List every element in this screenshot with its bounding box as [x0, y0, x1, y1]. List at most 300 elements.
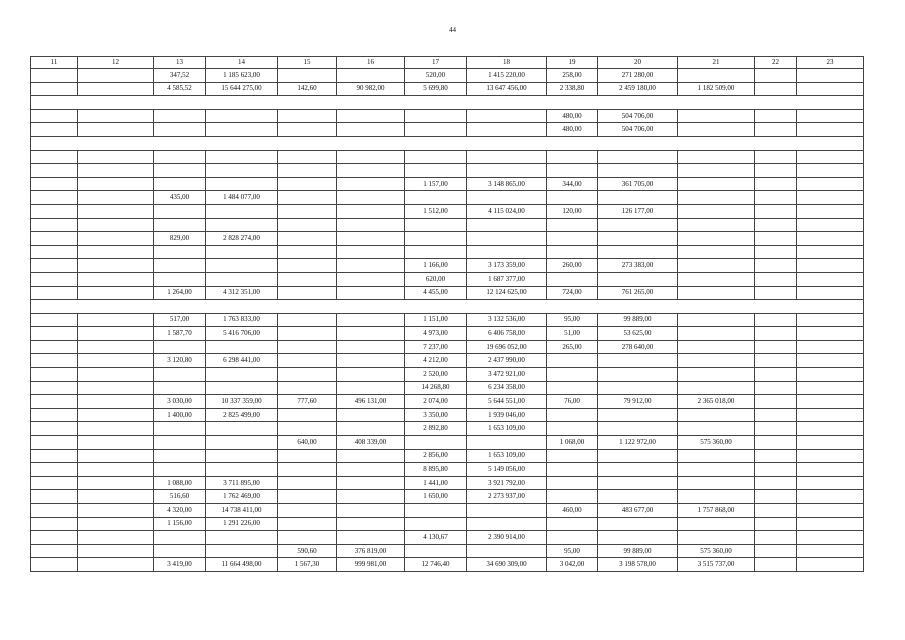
table-cell	[31, 381, 78, 395]
table-cell	[678, 354, 755, 368]
table-cell	[678, 381, 755, 395]
table-cell	[278, 164, 337, 178]
table-cell	[797, 490, 864, 504]
table-cell: 724,00	[547, 286, 598, 300]
table-cell	[78, 354, 154, 368]
table-cell	[206, 422, 278, 436]
table-cell	[755, 327, 797, 341]
table-cell: 2 828 274,00	[206, 232, 278, 246]
table-cell: 3 148 865,00	[467, 177, 547, 191]
table-cell	[678, 476, 755, 490]
table-cell	[797, 286, 864, 300]
table-cell: 142,60	[278, 82, 337, 96]
table-cell: 1 512,00	[405, 204, 467, 218]
table-cell	[678, 422, 755, 436]
table-cell	[337, 191, 405, 205]
table-cell	[467, 245, 547, 259]
table-cell: 95,00	[547, 313, 598, 327]
table-cell: 3 120,80	[154, 354, 206, 368]
table-cell	[755, 123, 797, 137]
table-cell	[755, 517, 797, 531]
table-cell	[678, 368, 755, 382]
table-cell	[31, 150, 78, 164]
table-cell	[337, 517, 405, 531]
column-header: 23	[797, 57, 864, 69]
table-row	[31, 109, 864, 123]
table-row	[31, 544, 864, 558]
table-cell	[405, 109, 467, 123]
table-cell	[547, 191, 598, 205]
table-cell	[467, 123, 547, 137]
table-cell: 11 664 498,00	[206, 558, 278, 572]
table-cell	[78, 109, 154, 123]
table-cell: 520,00	[405, 69, 467, 83]
table-cell: 4 115 024,00	[467, 204, 547, 218]
table-cell: 3 419,00	[154, 558, 206, 572]
table-cell	[755, 259, 797, 273]
table-cell	[78, 476, 154, 490]
table-cell	[405, 218, 467, 232]
table-cell: 1 653 109,00	[467, 449, 547, 463]
table-cell	[154, 340, 206, 354]
column-header: 21	[678, 57, 755, 69]
table-cell	[78, 191, 154, 205]
table-cell	[337, 245, 405, 259]
header-row	[31, 57, 864, 69]
table-cell	[797, 463, 864, 477]
table-cell	[337, 286, 405, 300]
table-cell: 4 973,00	[405, 327, 467, 341]
table-row	[31, 286, 864, 300]
table-cell	[797, 449, 864, 463]
table-cell: 6 406 758,00	[467, 327, 547, 341]
table-cell	[278, 327, 337, 341]
table-cell	[467, 218, 547, 232]
table-cell: 13 647 456,00	[467, 82, 547, 96]
table-cell: 777,60	[278, 395, 337, 409]
table-cell	[154, 531, 206, 545]
table-cell	[598, 422, 678, 436]
table-cell: 504 706,00	[598, 109, 678, 123]
table-cell	[206, 218, 278, 232]
table-cell	[31, 204, 78, 218]
table-cell	[797, 531, 864, 545]
table-cell: 517,00	[154, 313, 206, 327]
table-row	[31, 436, 864, 450]
table-cell: 1 441,00	[405, 476, 467, 490]
table-cell: 3 921 792,00	[467, 476, 547, 490]
table-cell	[678, 340, 755, 354]
table-cell	[797, 381, 864, 395]
table-cell	[278, 340, 337, 354]
table-cell	[31, 340, 78, 354]
table-row	[31, 82, 864, 96]
table-cell: 3 132 536,00	[467, 313, 547, 327]
table-cell	[31, 109, 78, 123]
table-cell	[154, 218, 206, 232]
table-cell	[31, 354, 78, 368]
table-row	[31, 164, 864, 178]
table-cell	[278, 191, 337, 205]
table-cell	[78, 517, 154, 531]
table-cell: 79 912,00	[598, 395, 678, 409]
table-cell	[31, 69, 78, 83]
table-cell	[405, 232, 467, 246]
table-cell: 3 030,00	[154, 395, 206, 409]
table-cell: 6 234 358,00	[467, 381, 547, 395]
table-cell	[547, 218, 598, 232]
table-cell: 5 644 551,00	[467, 395, 547, 409]
column-header: 19	[547, 57, 598, 69]
table-cell	[31, 422, 78, 436]
table-cell	[337, 463, 405, 477]
table-cell	[755, 531, 797, 545]
table-cell	[467, 504, 547, 518]
table-cell	[278, 504, 337, 518]
table-cell	[755, 340, 797, 354]
table-cell	[31, 82, 78, 96]
table-cell: 265,00	[547, 340, 598, 354]
table-cell: 516,60	[154, 490, 206, 504]
table-cell	[78, 272, 154, 286]
table-cell	[78, 177, 154, 191]
table-cell: 51,00	[547, 327, 598, 341]
table-cell	[278, 517, 337, 531]
table-cell	[154, 381, 206, 395]
table-cell: 620,00	[405, 272, 467, 286]
table-cell	[278, 381, 337, 395]
section-separator	[31, 96, 864, 110]
table-row	[31, 327, 864, 341]
table-row	[31, 123, 864, 137]
table-row	[31, 218, 864, 232]
table-row	[31, 204, 864, 218]
table-cell: 344,00	[547, 177, 598, 191]
table-cell	[678, 164, 755, 178]
table-cell	[206, 381, 278, 395]
table-cell	[547, 245, 598, 259]
table-cell: 34 690 309,00	[467, 558, 547, 572]
table-cell	[78, 286, 154, 300]
table-cell	[154, 177, 206, 191]
table-cell	[755, 69, 797, 83]
table-cell: 15 644 275,00	[206, 82, 278, 96]
table-cell: 2 459 180,00	[598, 82, 678, 96]
table-cell	[337, 340, 405, 354]
table-cell: 1 415 220,00	[467, 69, 547, 83]
table-cell	[755, 476, 797, 490]
table-cell	[547, 368, 598, 382]
table-cell	[78, 123, 154, 137]
table-cell: 12 746,40	[405, 558, 467, 572]
table-cell: 7 237,00	[405, 340, 467, 354]
table-cell	[31, 232, 78, 246]
table-cell	[206, 123, 278, 137]
table-cell	[598, 476, 678, 490]
table-cell	[154, 123, 206, 137]
table-cell: 1 185 623,00	[206, 69, 278, 83]
table-cell	[206, 463, 278, 477]
table-cell	[278, 218, 337, 232]
table-cell	[755, 449, 797, 463]
table-cell: 575 360,00	[678, 544, 755, 558]
table-cell	[206, 109, 278, 123]
table-cell: 5 416 706,00	[206, 327, 278, 341]
table-cell	[337, 150, 405, 164]
table-cell: 53 625,00	[598, 327, 678, 341]
table-cell: 1 939 046,00	[467, 408, 547, 422]
table-cell	[547, 381, 598, 395]
table-cell	[31, 218, 78, 232]
table-cell	[678, 191, 755, 205]
table-cell: 504 706,00	[598, 123, 678, 137]
table-cell	[337, 476, 405, 490]
table-cell	[31, 531, 78, 545]
table-cell	[78, 422, 154, 436]
table-row	[31, 517, 864, 531]
table-cell: 1 264,00	[154, 286, 206, 300]
table-row	[31, 340, 864, 354]
table-cell	[797, 150, 864, 164]
table-cell: 1 068,00	[547, 436, 598, 450]
table-cell: 1 757 868,00	[678, 504, 755, 518]
table-cell	[278, 490, 337, 504]
table-cell	[154, 544, 206, 558]
table-cell	[154, 368, 206, 382]
table-cell: 1 763 833,00	[206, 313, 278, 327]
table-cell	[547, 164, 598, 178]
table-cell: 3 198 578,00	[598, 558, 678, 572]
table-cell	[598, 408, 678, 422]
table-cell	[547, 150, 598, 164]
table-cell	[206, 449, 278, 463]
table-cell	[206, 150, 278, 164]
table-cell	[31, 517, 78, 531]
table-cell	[547, 531, 598, 545]
table-cell	[755, 82, 797, 96]
table-cell	[598, 531, 678, 545]
table-cell	[31, 463, 78, 477]
table-cell	[154, 259, 206, 273]
table-cell	[337, 218, 405, 232]
table-cell	[337, 69, 405, 83]
table-cell: 2 892,80	[405, 422, 467, 436]
table-cell	[797, 245, 864, 259]
table-cell	[755, 313, 797, 327]
table-cell	[797, 69, 864, 83]
table-cell	[278, 123, 337, 137]
table-cell	[598, 191, 678, 205]
table-cell	[755, 490, 797, 504]
table-cell	[467, 150, 547, 164]
table-cell: 278 640,00	[598, 340, 678, 354]
data-table	[30, 56, 864, 572]
table-cell	[78, 327, 154, 341]
table-cell	[405, 517, 467, 531]
table-cell: 90 982,00	[337, 82, 405, 96]
table-cell	[206, 544, 278, 558]
table-cell: 496 131,00	[337, 395, 405, 409]
table-cell	[78, 150, 154, 164]
table-cell	[678, 449, 755, 463]
table-cell	[78, 340, 154, 354]
table-cell	[337, 313, 405, 327]
table-cell: 1 687 377,00	[467, 272, 547, 286]
table-cell	[755, 286, 797, 300]
table-cell: 2 273 937,00	[467, 490, 547, 504]
table-cell	[278, 408, 337, 422]
table-cell	[278, 368, 337, 382]
table-cell	[31, 449, 78, 463]
table-cell: 12 124 625,00	[467, 286, 547, 300]
table-cell: 999 981,00	[337, 558, 405, 572]
table-cell: 126 177,00	[598, 204, 678, 218]
table-cell	[678, 69, 755, 83]
table-cell: 1 088,00	[154, 476, 206, 490]
table-cell	[78, 463, 154, 477]
column-header: 14	[206, 57, 278, 69]
table-cell	[31, 123, 78, 137]
table-row	[31, 395, 864, 409]
table-row	[31, 381, 864, 395]
table-cell: 19 696 052,00	[467, 340, 547, 354]
table-cell	[797, 272, 864, 286]
table-cell	[78, 69, 154, 83]
table-cell: 99 889,00	[598, 313, 678, 327]
table-cell	[678, 531, 755, 545]
table-cell	[337, 177, 405, 191]
table-cell: 2 074,00	[405, 395, 467, 409]
table-cell	[337, 109, 405, 123]
table-cell: 1 166,00	[405, 259, 467, 273]
section-separator-row	[31, 96, 864, 110]
table-cell: 829,00	[154, 232, 206, 246]
column-header: 13	[154, 57, 206, 69]
table-cell	[31, 327, 78, 341]
table-cell	[78, 164, 154, 178]
table-row	[31, 504, 864, 518]
table-cell: 2 520,00	[405, 368, 467, 382]
table-cell: 590,60	[278, 544, 337, 558]
table-cell	[31, 504, 78, 518]
table-cell	[755, 436, 797, 450]
table-cell: 361 705,00	[598, 177, 678, 191]
table-cell	[154, 204, 206, 218]
table-cell	[405, 436, 467, 450]
table-cell	[337, 368, 405, 382]
table-cell	[78, 436, 154, 450]
table-cell	[547, 408, 598, 422]
table-cell	[278, 232, 337, 246]
table-cell	[547, 354, 598, 368]
table-cell	[797, 395, 864, 409]
table-cell	[755, 150, 797, 164]
table-cell	[337, 204, 405, 218]
table-cell	[755, 354, 797, 368]
table-cell	[337, 408, 405, 422]
section-separator	[31, 300, 864, 314]
table-cell: 4 212,00	[405, 354, 467, 368]
table-cell	[598, 368, 678, 382]
table-cell: 1 567,30	[278, 558, 337, 572]
table-cell: 1 151,00	[405, 313, 467, 327]
table-row	[31, 191, 864, 205]
table-cell	[678, 232, 755, 246]
table-cell: 6 298 441,00	[206, 354, 278, 368]
table-cell	[278, 463, 337, 477]
table-cell	[206, 272, 278, 286]
table-cell	[755, 422, 797, 436]
table-cell	[154, 449, 206, 463]
table-cell: 95,00	[547, 544, 598, 558]
table-cell: 10 337 359,00	[206, 395, 278, 409]
table-cell	[278, 422, 337, 436]
table-cell	[206, 340, 278, 354]
table-cell: 1 291 226,00	[206, 517, 278, 531]
table-cell: 260,00	[547, 259, 598, 273]
table-cell	[278, 272, 337, 286]
table-cell	[467, 544, 547, 558]
column-header: 18	[467, 57, 547, 69]
table-cell	[797, 422, 864, 436]
table-row	[31, 368, 864, 382]
table-cell	[337, 272, 405, 286]
table-cell	[678, 517, 755, 531]
table-cell	[31, 259, 78, 273]
table-cell	[78, 313, 154, 327]
table-cell	[598, 354, 678, 368]
column-header: 16	[337, 57, 405, 69]
table-row	[31, 354, 864, 368]
table-cell	[797, 558, 864, 572]
page-number: 44	[449, 26, 456, 34]
table-cell	[797, 354, 864, 368]
table-cell	[797, 123, 864, 137]
table-cell	[547, 449, 598, 463]
table-cell	[405, 164, 467, 178]
table-cell: 1 762 469,00	[206, 490, 278, 504]
table-cell: 14 738 411,00	[206, 504, 278, 518]
column-header: 20	[598, 57, 678, 69]
table-cell	[337, 422, 405, 436]
table-cell: 575 360,00	[678, 436, 755, 450]
table-cell	[278, 177, 337, 191]
table-cell	[78, 245, 154, 259]
table-cell	[598, 150, 678, 164]
table-cell: 3 350,00	[405, 408, 467, 422]
table-cell	[31, 490, 78, 504]
table-cell: 480,00	[547, 109, 598, 123]
table-row	[31, 69, 864, 83]
table-cell	[78, 82, 154, 96]
table-cell	[797, 408, 864, 422]
table-cell: 1 400,00	[154, 408, 206, 422]
table-cell	[678, 463, 755, 477]
table-cell	[154, 150, 206, 164]
table-row	[31, 232, 864, 246]
table-cell	[405, 245, 467, 259]
table-cell	[547, 490, 598, 504]
table-cell	[797, 313, 864, 327]
table-cell: 3 472 921,00	[467, 368, 547, 382]
table-cell: 1 156,00	[154, 517, 206, 531]
table-cell	[755, 272, 797, 286]
table-cell	[278, 313, 337, 327]
table-row	[31, 177, 864, 191]
section-separator	[31, 136, 864, 150]
table-cell	[78, 558, 154, 572]
table-cell	[206, 164, 278, 178]
